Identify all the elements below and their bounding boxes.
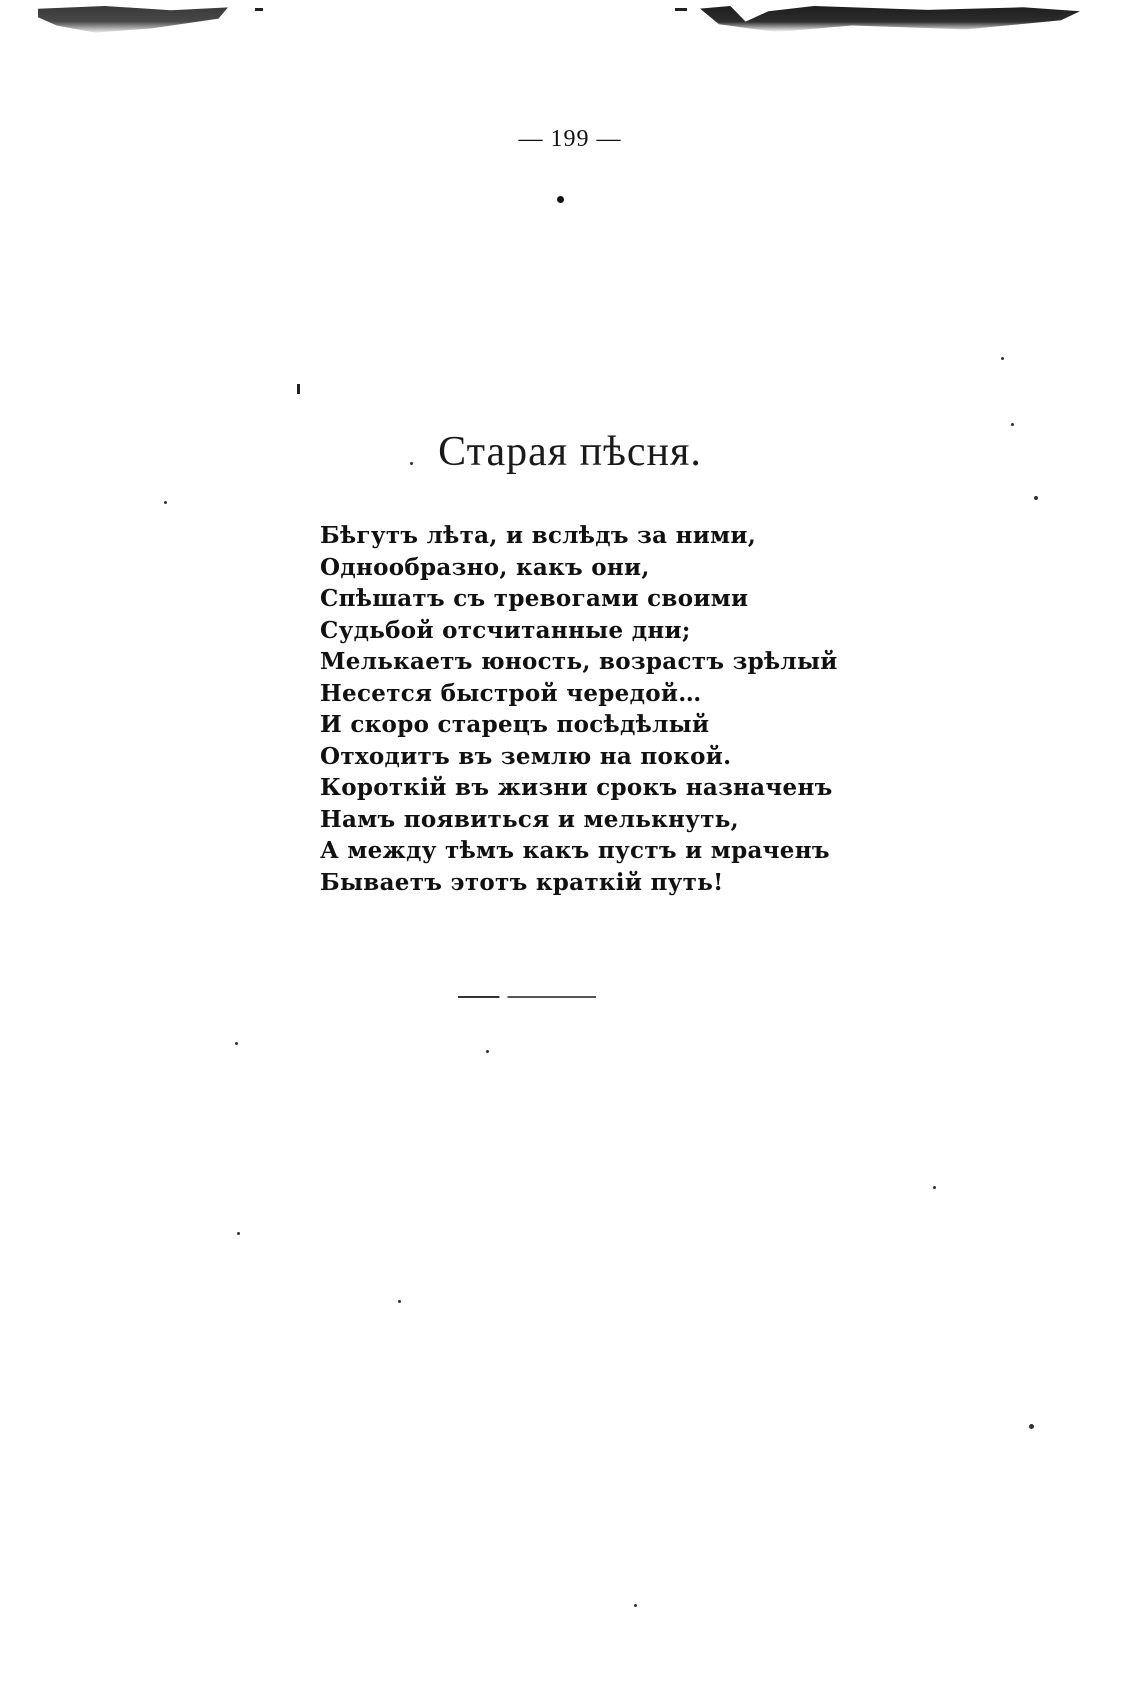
poem-line: Короткій въ жизни срокъ назначенъ: [320, 774, 833, 801]
ink-speck: [1034, 496, 1038, 500]
poem-line: А между тѣмъ какъ пустъ и мраченъ: [320, 837, 830, 864]
scan-mark: [255, 8, 263, 11]
ink-speck: [1029, 1424, 1034, 1429]
poem-title: Старая пѣсня.: [438, 429, 702, 475]
poem-line: Намъ появиться и мелькнуть,: [320, 805, 739, 833]
poem-line: Отходитъ въ землю на покой.: [320, 742, 732, 770]
ink-speck: [1001, 357, 1004, 360]
section-divider: [458, 996, 596, 998]
ink-dot: [557, 196, 564, 203]
poem-line: Бѣгутъ лѣта, и вслѣдъ за ними,: [320, 522, 757, 549]
scan-mark: [675, 8, 687, 11]
poem-stanza: [320, 520, 1020, 898]
ink-speck: [634, 1604, 637, 1607]
poem-line: И скоро старецъ посѣдѣлый: [320, 711, 710, 738]
ink-speck: [235, 1042, 238, 1045]
poem-line: Несется быстрой чередой…: [320, 679, 702, 707]
ink-speck: [933, 1186, 936, 1189]
ink-speck: [486, 1050, 489, 1053]
ink-speck: [237, 1232, 240, 1235]
poem-line: Мелькаетъ юность, возрастъ зрѣлый: [320, 648, 838, 675]
page-number: — 199 —: [518, 126, 622, 152]
scan-artifact-right: [700, 6, 1080, 32]
scan-artifact-left: [38, 6, 228, 34]
poem-line: Спѣшатъ съ тревогами своими: [320, 585, 749, 612]
ink-speck: [164, 501, 167, 504]
poem-line: Бываетъ этотъ краткій путь!: [320, 868, 724, 896]
ink-mark: [297, 384, 300, 394]
ink-speck: [1011, 423, 1014, 426]
poem-line: Судьбой отсчитанные дни;: [320, 616, 691, 644]
ink-speck: [398, 1300, 401, 1303]
poem-line: Однообразно, какъ они,: [320, 553, 650, 581]
